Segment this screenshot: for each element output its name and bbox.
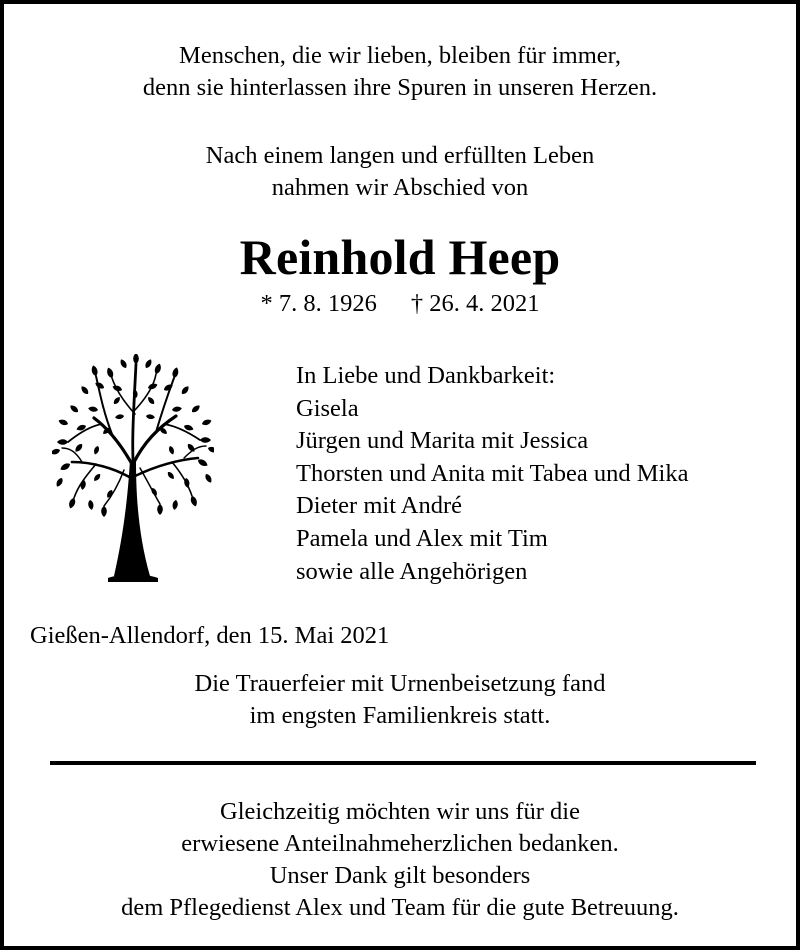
family-member: Dieter mit André [296, 492, 463, 520]
divider-rule [50, 761, 756, 765]
family-member: Pamela und Alex mit Tim [296, 524, 548, 552]
thanks-line-1: Gleichzeitig möchten wir uns für die [220, 798, 580, 825]
family-member: Jürgen und Marita mit Jessica [296, 427, 589, 455]
funeral-line-1: Die Trauerfeier mit Urnenbeisetzung fand [194, 670, 606, 697]
family-list [296, 360, 689, 588]
life-dates [4, 288, 796, 320]
place-and-date: Gießen-Allendorf, den 15. Mai 2021 [30, 622, 390, 649]
quote-line-2: denn sie hinterlassen ihre Spuren in unseren Herzen. [142, 74, 658, 101]
memorial-quote [4, 40, 796, 104]
intro-line-2: nahmen wir Abschied von [271, 174, 529, 201]
funeral-note [4, 668, 796, 732]
family-member: Gisela [296, 394, 359, 422]
birth-date: * 7. 8. 1926 [260, 290, 377, 317]
deceased-name: Reinhold Heep [239, 229, 561, 285]
tree-icon [52, 354, 214, 586]
thanks-line-4: dem Pflegedienst Alex und Team für die gute Betreuung. [121, 894, 679, 921]
death-date: † 26. 4. 2021 [410, 290, 540, 317]
thanks-line-2: erwiesene Anteilnahmeherzlichen bedanken. [181, 830, 619, 857]
intro-line-1: Nach einem langen und erfüllten Leben [205, 142, 595, 169]
intro-text [4, 140, 796, 204]
family-member: Thorsten und Anita mit Tabea und Mika [296, 459, 689, 487]
family-member: sowie alle Angehörigen [296, 557, 528, 585]
thanks-note [4, 796, 796, 924]
family-heading: In Liebe und Dankbarkeit: [296, 362, 556, 389]
thanks-line-3: Unser Dank gilt besonders [269, 862, 531, 889]
funeral-line-2: im engsten Familienkreis statt. [249, 702, 551, 729]
quote-line-1: Menschen, die wir lieben, bleiben für immer, [179, 42, 621, 69]
